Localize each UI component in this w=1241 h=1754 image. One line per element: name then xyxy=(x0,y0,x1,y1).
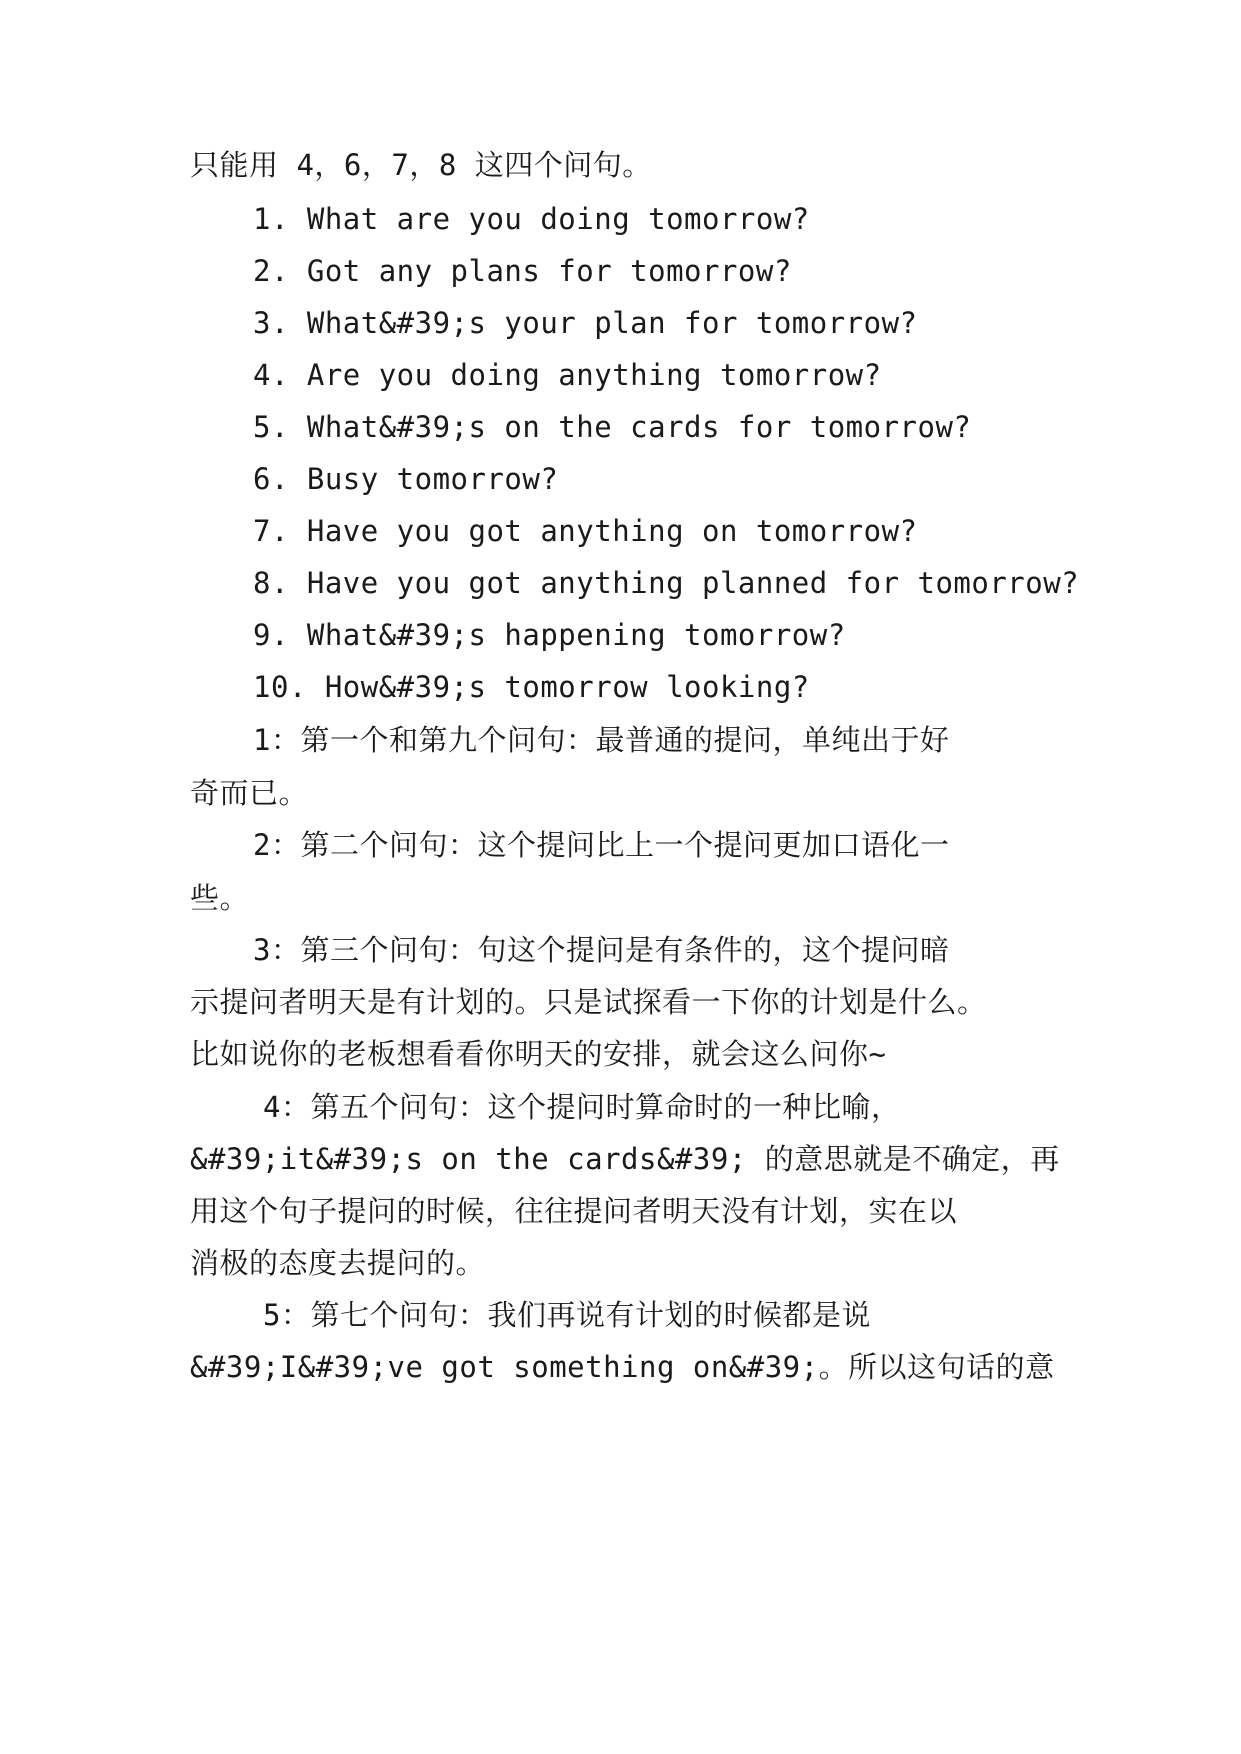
explanation-2-line-2: 些。 xyxy=(190,881,250,915)
explanation-4-line-1: 4：第五个问句：这个提问时算命时的一种比喻， xyxy=(263,1090,901,1124)
question-item-5: 5. What&#39;s on the cards for tomorrow? xyxy=(253,410,972,444)
explanation-3-line-3: 比如说你的老板想看看你明天的安排，就会这么问你~ xyxy=(190,1037,887,1071)
explanation-3-line-1: 3：第三个问句：句这个提问是有条件的，这个提问暗 xyxy=(253,933,950,967)
explanation-3-line-2: 示提问者明天是有计划的。只是试探看一下你的计划是什么。 xyxy=(190,985,987,1019)
explanation-4-line-4: 消极的态度去提问的。 xyxy=(190,1246,486,1280)
question-item-3: 3. What&#39;s your plan for tomorrow? xyxy=(253,306,918,340)
question-item-8: 8. Have you got anything planned for tomorrow? xyxy=(253,566,1080,600)
question-item-6: 6. Busy tomorrow? xyxy=(253,462,559,496)
question-item-9: 9. What&#39;s happening tomorrow? xyxy=(253,618,846,652)
explanation-1-line-1: 1：第一个和第九个问句：最普通的提问，单纯出于好 xyxy=(253,723,950,757)
explanation-1-line-2: 奇而已。 xyxy=(190,776,309,810)
explanation-2-line-1: 2：第二个问句：这个提问比上一个提问更加口语化一 xyxy=(253,828,950,862)
question-item-7: 7. Have you got anything on tomorrow? xyxy=(253,514,918,548)
question-item-2: 2. Got any plans for tomorrow? xyxy=(253,254,792,288)
explanation-5-line-1: 5：第七个问句：我们再说有计划的时候都是说 xyxy=(263,1298,871,1332)
question-item-4: 4. Are you doing anything tomorrow? xyxy=(253,358,882,392)
question-item-1: 1. What are you doing tomorrow? xyxy=(253,202,810,236)
intro-text: 只能用 4，6，7，8 这四个问句。 xyxy=(190,148,652,182)
explanation-4-line-2: &#39;it&#39;s on the cards&#39; 的意思就是不确定，再 xyxy=(190,1142,1060,1176)
explanation-4-line-3: 用这个句子提问的时候，往往提问者明天没有计划，实在以 xyxy=(190,1194,958,1228)
explanation-5-line-2: &#39;I&#39;ve got something on&#39;。所以这句话的意 xyxy=(190,1350,1055,1384)
question-item-10: 10. How&#39;s tomorrow looking? xyxy=(253,670,810,704)
